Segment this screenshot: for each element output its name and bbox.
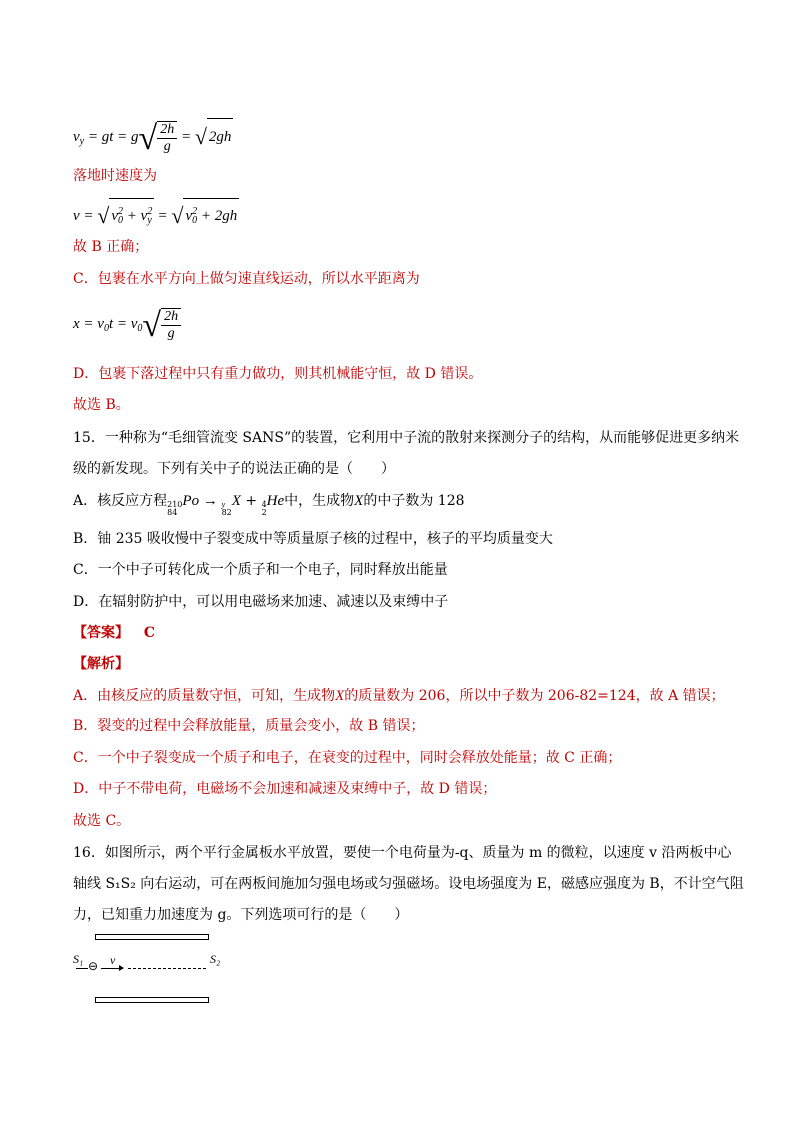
landing-speed-text: 落地时速度为 [73, 168, 157, 184]
q15-stem-line2: 级的新发现。下列有关中子的说法正确的是（ ） [73, 461, 395, 477]
analysis-b: B．裂变的过程中会释放能量，质量会变小，故 B 错误； [73, 718, 425, 734]
d-explain-text: D．包裹下落过程中只有重力做功，则其机械能守恒，故 D 错误。 [73, 366, 483, 382]
analysis-label: 【解析】 [73, 656, 129, 672]
c-explain-text: C．包裹在水平方向上做匀速直线运动，所以水平距离为 [73, 271, 420, 287]
velocity-arrowhead-icon [119, 965, 124, 971]
analysis-a [73, 686, 725, 706]
x-nuclide-numbers [222, 501, 232, 517]
q16-stem-line1: 16．如图所示，两个平行金属板水平放置，要使一个电荷量为-q、质量为 m 的微粒，以速度 v 沿两板中心 [73, 845, 732, 861]
x-nuclide-symbol: X [231, 493, 241, 509]
vy-formula-text: $v_y$ = gt = g [73, 129, 139, 147]
label-s1: S₁ [73, 952, 84, 966]
x-symbol: X [354, 493, 364, 509]
option-a-suffix: 中，生成物 [284, 493, 355, 509]
po-nuclide-numbers [167, 501, 182, 517]
v-formula: v = √ $v^2_0 + v^2_y$ = √ $v^2_0 + 2gh$ [73, 198, 239, 224]
he-z: 2 [261, 508, 267, 517]
q15-option-a: A．核反应方程 210 84 Po → y 82 X + 4 2 He中，生成物X的中子数为 128 [73, 493, 465, 517]
x-mass: y [221, 500, 226, 509]
bottom-metal-plate [95, 997, 209, 1003]
po-mass: 210 [167, 500, 183, 509]
he-symbol: He [266, 493, 285, 509]
answer-label: 【答案】 [73, 625, 129, 641]
po-symbol: Po [182, 493, 200, 509]
q15-option-d: D．在辐射防护中，可以用电磁场来加速、减速以及束缚中子 [73, 594, 449, 610]
q16-stem-line2: 轴线 S₁S₂ 向右运动，可在两板间施加匀强电场或匀强磁场。设电场强度为 E，磁感应强度为 B，不计空气阻 [73, 876, 744, 892]
q15-option-c: C．一个中子可转化成一个质子和一个电子，同时释放出能量 [73, 562, 448, 578]
analysis-x-symbol: X [335, 688, 345, 704]
analysis-c: C．一个中子裂变成一个质子和电子，在衰变的过程中，同时会释放处能量；故 C 正确； [73, 750, 622, 766]
label-s2: S₂ [210, 952, 221, 966]
option-a-tail: 的中子数为 128 [363, 493, 465, 509]
b-correct-text: 故 B 正确； [73, 239, 149, 255]
q15-option-b: B．铀 235 吸收慢中子裂变成中等质量原子核的过程中，核子的平均质量变大 [73, 531, 553, 547]
he-mass: 4 [261, 500, 267, 509]
po-z: 84 [167, 508, 178, 517]
option-a-prefix: A．核反应方程 [73, 493, 168, 509]
axis-left-segment [76, 968, 88, 969]
particle-icon: ⊖ [88, 959, 99, 973]
analysis-a-suffix: 的质量数为 206，所以中子数为 206-82=124，故 A 错误； [344, 688, 725, 704]
x-z: 82 [221, 508, 232, 517]
analysis-a-prefix: A．由核反应的质量数守恒，可知，生成物 [73, 688, 336, 704]
vy-formula: $v_y$ = gt = g√ $\frac{2h}{g}$ = √ 2gh [73, 120, 232, 157]
choose-b-text: 故选 B。 [73, 397, 130, 413]
choose-c-text: 故选 C。 [73, 813, 131, 829]
answer-value: C [143, 625, 156, 641]
central-axis-dashed [128, 968, 206, 969]
q15-stem-line1: 15．一种称为“毛细管流变 SANS”的装置，它利用中子流的散射来探测分子的结构，从而能够促进更多纳米 [73, 430, 740, 446]
x-formula: $x = v_0t = v_0√$ $\frac{2h}{g}$ [73, 302, 181, 346]
analysis-d: D．中子不带电荷，电磁场不会加速和减速及束缚中子，故 D 错误； [73, 781, 497, 797]
label-v: v [110, 953, 116, 967]
answer-line [73, 623, 155, 643]
top-metal-plate [95, 934, 209, 940]
q16-stem-line3: 力，已知重力加速度为 g。下列选项可行的是（ ） [73, 907, 409, 923]
